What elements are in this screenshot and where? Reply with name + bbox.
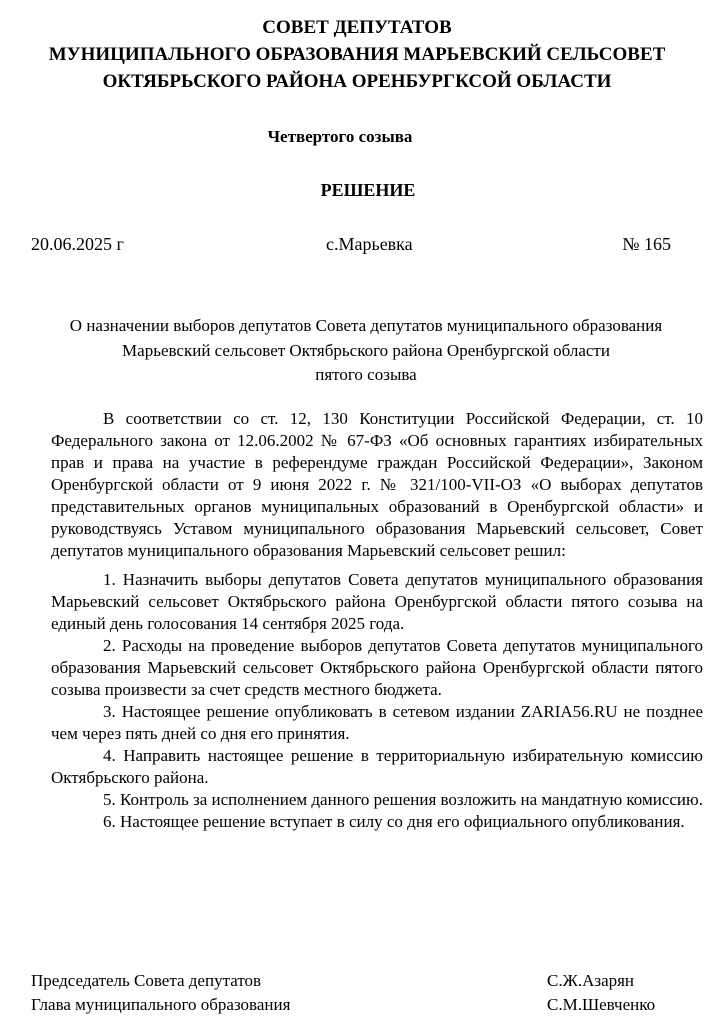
decision-title-line-1: О назначении выборов депутатов Совета депутатов муниципального образования [69, 316, 663, 335]
decision-item-5: 5. Контроль за исполнением данного решения возложить на мандатную комиссию. [103, 790, 703, 809]
decision-title-line-3: пятого созыва [315, 365, 417, 384]
head-role: Глава муниципального образования [31, 995, 291, 1014]
document-place: с.Марьевка [326, 234, 413, 254]
municipality-title: МУНИЦИПАЛЬНОГО ОБРАЗОВАНИЯ МАРЬЕВСКИЙ СЕЛЬСОВЕТ [48, 44, 666, 65]
document-meta [31, 232, 671, 256]
head-name: С.М.Шевченко [547, 995, 656, 1014]
decision-item-2: 2. Расходы на проведение выборов депутатов Совета депутатов муниципального образования Марьевский сельсовет Октябрьского района Оренбургской области пятого созыва произвести за счет средств местного бюджета. [51, 636, 703, 699]
document-type: РЕШЕНИЕ [320, 180, 416, 200]
decision-item-6: 6. Настоящее решение вступает в силу со дня его официального опубликования. [103, 812, 685, 831]
convocation-label: Четвертого созыва [267, 127, 413, 146]
decision-body [51, 408, 703, 833]
signature-row-chair [31, 970, 681, 992]
document-number: № 165 [622, 234, 671, 254]
decision-item-3: 3. Настоящее решение опубликовать в сетевом издании ZARIA56.RU не позднее чем через пять дней со дня его принятия. [51, 702, 703, 743]
chair-name: С.Ж.Азарян [547, 971, 635, 990]
decision-item-4: 4. Направить настоящее решение в территориальную избирательную комиссию Октябрьского района. [51, 746, 703, 787]
preamble-paragraph: В соответствии со ст. 12, 130 Конституции Российской Федерации, ст. 10 Федерального закона от 12.06.2002 № 67-ФЗ «Об основных гарантиях избирательных прав и права на участие в референдуме граждан Российской Федерации», Законом Оренбургской области от 9 июня 2022 г. № 321/100-VII-ОЗ «О выборах депутатов представительных органов муниципальных образований в Оренбургской области» и руководствуясь Уставом муниципального образования Марьевский сельсовет, Совет депутатов муниципального образования Марьевский сельсовет решил: [51, 409, 703, 560]
document-date: 20.06.2025 г [31, 234, 124, 254]
decision-title-line-2: Марьевский сельсовет Октябрьского района Оренбургской области [122, 341, 610, 360]
district-title: ОКТЯБРЬСКОГО РАЙОНА ОРЕНБУРГКСОЙ ОБЛАСТИ [102, 71, 612, 92]
council-title: СОВЕТ ДЕПУТАТОВ [262, 17, 452, 38]
signature-row-head [31, 994, 681, 1016]
chair-role: Председатель Совета депутатов [31, 971, 262, 990]
decision-item-1: 1. Назначить выборы депутатов Совета депутатов муниципального образования Марьевский сельсовет Октябрьского района Оренбургской области пятого созыва на единый день голосования 14 сентября 2025 года. [51, 570, 703, 633]
